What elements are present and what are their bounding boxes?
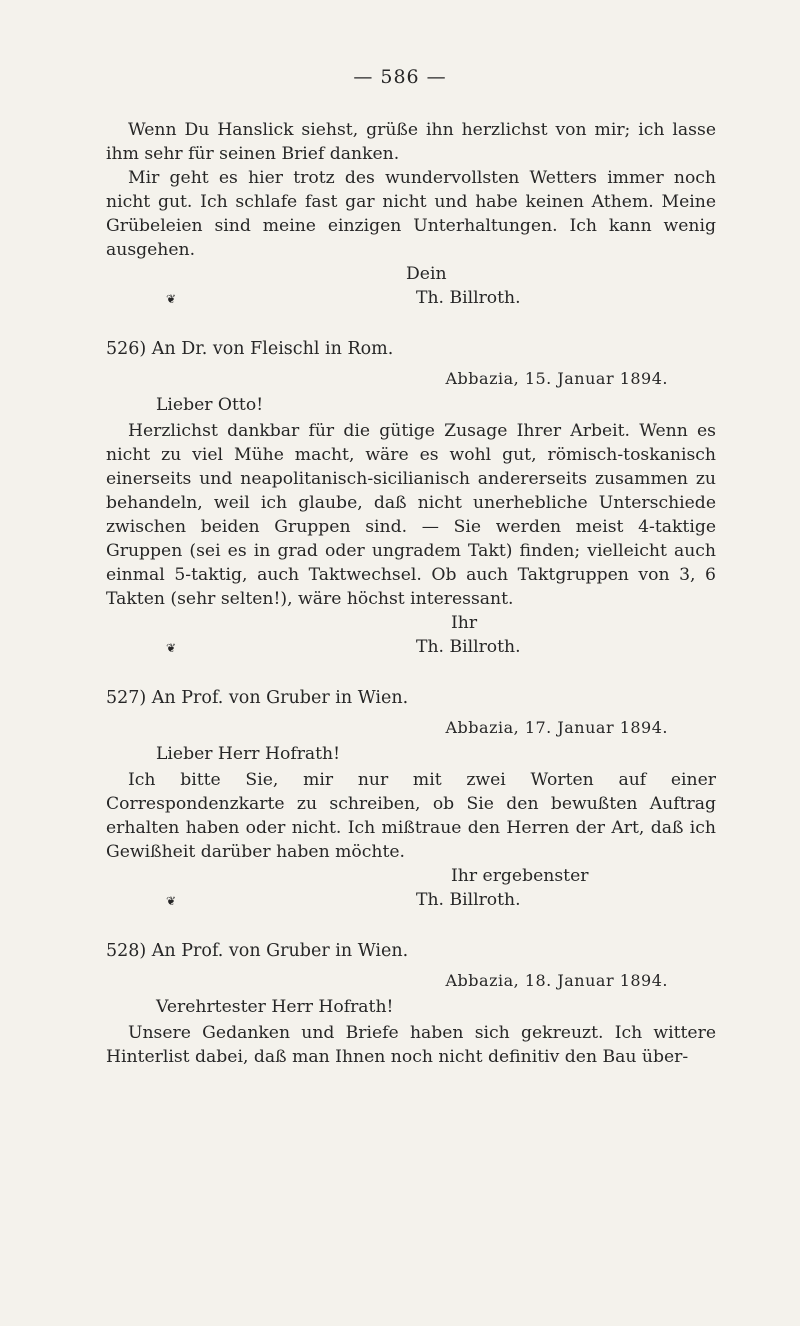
- letter-signature-line-526: [106, 635, 716, 660]
- letter-signature-527: Th. Billroth.: [416, 890, 521, 910]
- letter-closing-527: Ihr ergebenster: [451, 866, 589, 886]
- letter-body-526: Herzlichst dankbar für die gütige Zusage Ihrer Arbeit. Wenn es nicht zu viel Mühe macht, wäre es wohl gut, römisch-toskanisch einerseits und neapolitanisch-sicilianisch andererseits zusammen zu behandeln, weil ich glaube, daß nicht unerhebliche Unterschiede zwischen beiden Gruppen sind. — Sie werden meist 4-taktige Gruppen (sei es in grad oder ungradem Takt) finden; vielleicht auch einmal 5-taktig, auch Taktwechsel. Ob auch Taktgruppen von 3, 6 Takten (sehr selten!), wäre höchst interessant.: [106, 421, 716, 609]
- prev-letter-paragraph-1: Wenn Du Hanslick siehst, grüße ihn herzlichst von mir; ich lasse ihm sehr für seinen Brief danken.: [106, 120, 716, 164]
- prev-letter-signature: Th. Billroth.: [416, 288, 521, 308]
- letter-signature-line-527: [106, 888, 716, 913]
- prev-letter-paragraph-2: Mir geht es hier trotz des wundervollsten Wetters immer noch nicht gut. Ich schlafe fast gar nicht und habe keinen Athem. Meine Grübeleien sind meine einzigen Unterhaltungen. Ich kann wenig ausgehen.: [106, 168, 716, 260]
- prev-letter-closing: Dein: [406, 264, 447, 284]
- ornament-icon: ❦: [165, 641, 176, 655]
- letter-heading-528: 528) An Prof. von Gruber in Wien.: [106, 941, 409, 961]
- ornament-icon: ❦: [165, 292, 176, 306]
- letter-salutation-526: Lieber Otto!: [156, 395, 264, 415]
- letter-salutation-527: Lieber Herr Hofrath!: [156, 744, 341, 764]
- letter-closing-526: Ihr: [451, 613, 478, 633]
- letter-heading-526: 526) An Dr. von Fleischl in Rom.: [106, 339, 394, 359]
- letter-body-527: Ich bitte Sie, mir nur mit zwei Worten auf einer Correspondenzkarte zu schreiben, ob Sie den bewußten Auftrag erhalten haben oder nicht. Ich mißtraue den Herren der Art, daß ich Gewißheit darüber haben möchte.: [106, 770, 716, 862]
- letter-body-528: Unsere Gedanken und Briefe haben sich gekreuzt. Ich wittere Hinterlist dabei, daß man Ihnen noch nicht definitiv den Bau über-: [106, 1023, 716, 1067]
- page-body: [106, 118, 716, 1069]
- letter-signature-526: Th. Billroth.: [416, 637, 521, 657]
- letter-heading-527: 527) An Prof. von Gruber in Wien.: [106, 688, 409, 708]
- page-number: — 586 —: [353, 66, 447, 88]
- ornament-icon: ❦: [165, 894, 176, 908]
- letter-date-528: Abbazia, 18. Januar 1894.: [445, 971, 668, 990]
- letter-salutation-528: Verehrtester Herr Hofrath!: [156, 997, 394, 1017]
- prev-letter-signature-line: [106, 286, 716, 311]
- letter-date-526: Abbazia, 15. Januar 1894.: [445, 369, 668, 388]
- letter-date-527: Abbazia, 17. Januar 1894.: [445, 718, 668, 737]
